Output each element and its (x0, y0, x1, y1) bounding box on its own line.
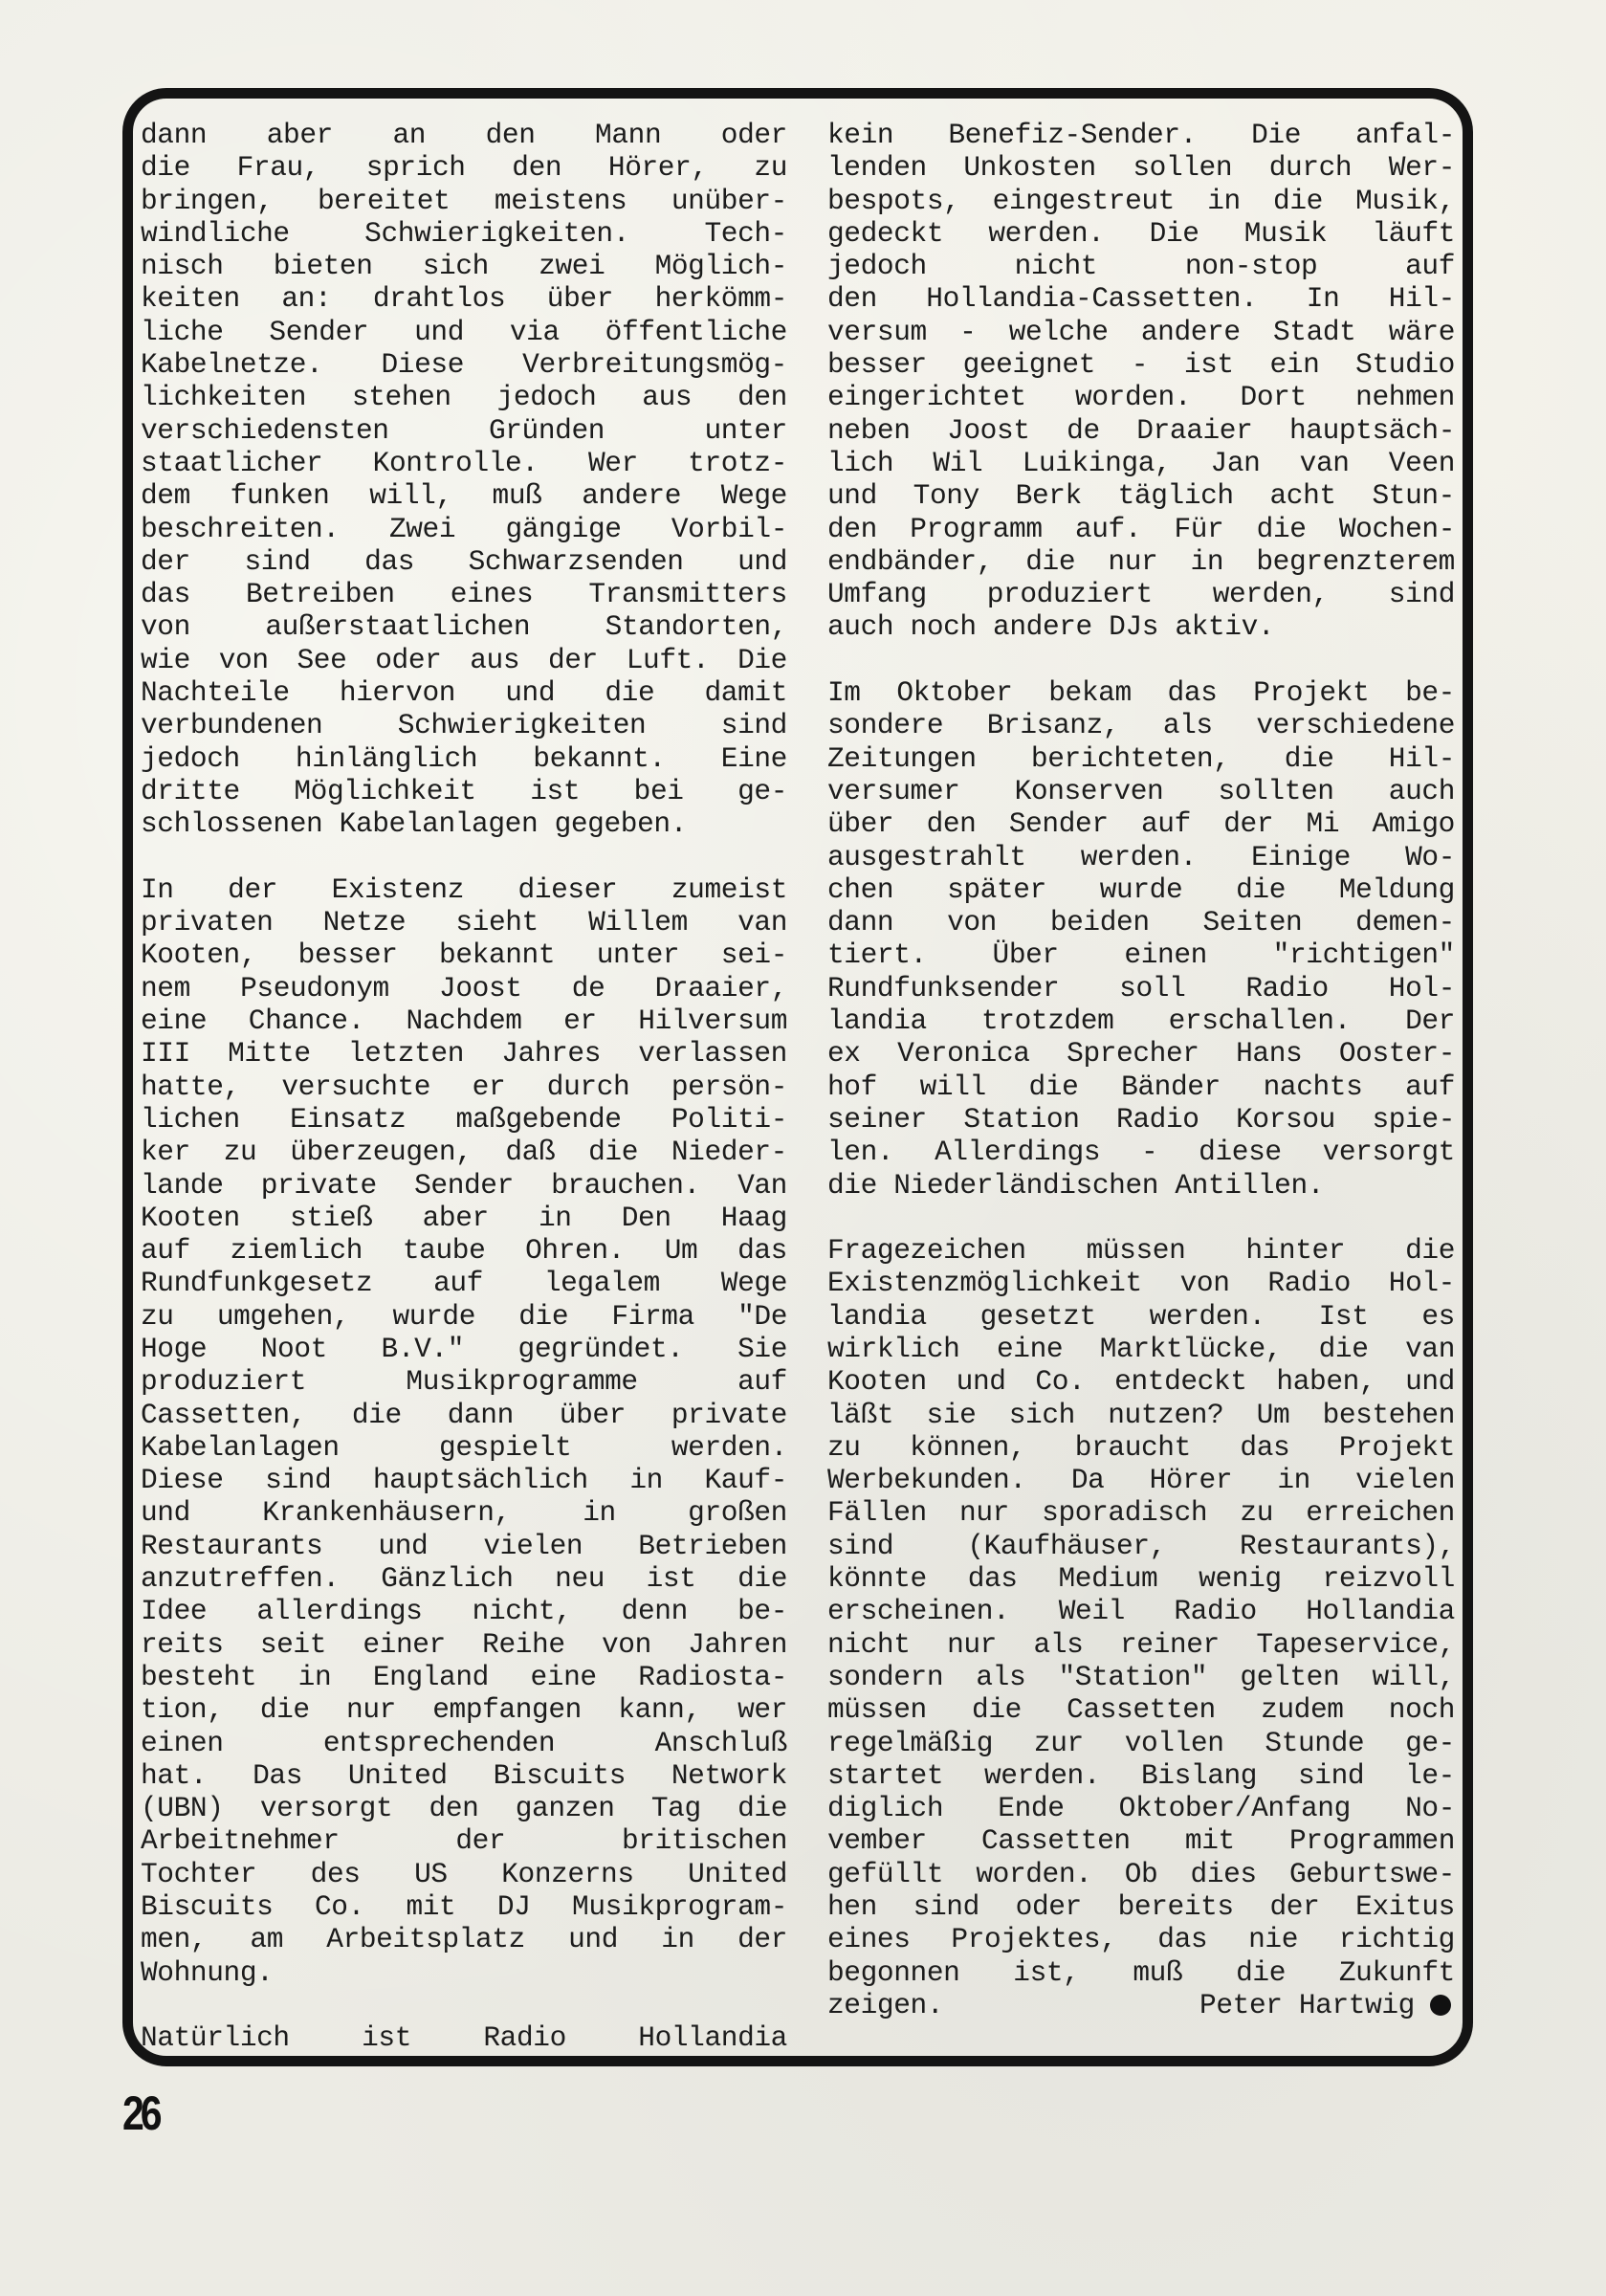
text-line: bringen, bereitet meistens unüber- (141, 184, 787, 217)
text-line: Arbeitnehmer der britischen (141, 1824, 787, 1858)
paragraph (141, 873, 787, 1989)
text-line: könnte das Medium wenig reizvoll (827, 1562, 1455, 1596)
text-line: vember Cassetten mit Programmen (827, 1824, 1455, 1858)
text-line: landia gesetzt werden. Ist es (827, 1299, 1455, 1333)
text-line: gedeckt werden. Die Musik läuft (827, 216, 1455, 250)
paragraph (141, 2021, 787, 2054)
text-line: Biscuits Co. mit DJ Musikprogram- (141, 1890, 787, 1924)
article-closing-line (827, 1989, 1455, 2021)
text-line: bespots, eingestreut in die Musik, (827, 184, 1455, 217)
text-line: seiner Station Radio Korsou spie- (827, 1102, 1455, 1136)
text-line: versum - welche andere Stadt wäre (827, 315, 1455, 348)
text-line: Diese sind hauptsächlich in Kauf- (141, 1464, 787, 1497)
text-line: Wohnung. (141, 1955, 274, 1989)
text-line: Umfang produziert werden, sind (827, 578, 1455, 611)
text-line: dann von beiden Seiten demen- (827, 906, 1455, 939)
text-line: über den Sender auf der Mi Amigo (827, 807, 1455, 841)
text-line: und Tony Berk täglich acht Stun- (827, 479, 1455, 513)
text-line: Existenzmöglichkeit von Radio Hol- (827, 1267, 1455, 1300)
text-line: (UBN) versorgt den ganzen Tag die (141, 1792, 787, 1825)
text-line: landia trotzdem erschallen. Der (827, 1004, 1455, 1038)
text-line: besteht in England eine Radiosta- (141, 1660, 787, 1693)
text-line: einen entsprechenden Anschluß (141, 1726, 787, 1759)
text-line: keiten an: drahtlos über herkömm- (141, 282, 787, 316)
text-line: hof will die Bänder nachts auf (827, 1070, 1455, 1103)
text-line: Hoge Noot B.V." gegründet. Sie (141, 1332, 787, 1365)
right-column (827, 119, 1455, 2021)
paragraph (827, 119, 1455, 644)
text-line: zu umgehen, wurde die Firma "De (141, 1299, 787, 1333)
text-line: Werbekunden. Da Hörer in vielen (827, 1464, 1455, 1497)
text-line: Zeitungen berichteten, die Hil- (827, 741, 1455, 775)
text-line: verbundenen Schwierigkeiten sind (141, 709, 787, 742)
text-line: und Krankenhäusern, in großen (141, 1496, 787, 1530)
text-line: lichkeiten stehen jedoch aus den (141, 381, 787, 414)
text-line: Restaurants und vielen Betrieben (141, 1529, 787, 1562)
text-line: Tochter des US Konzerns United (141, 1857, 787, 1890)
page-number: 26 (122, 2086, 159, 2140)
text-line: Im Oktober bekam das Projekt be- (827, 676, 1455, 710)
text-line: lenden Unkosten sollen durch Wer- (827, 151, 1455, 185)
text-line: ex Veronica Sprecher Hans Ooster- (827, 1037, 1455, 1071)
text-line: ker zu überzeugen, daß die Nieder- (141, 1136, 787, 1169)
text-line: Nachteile hiervon und die damit (141, 676, 787, 710)
text-line: In der Existenz dieser zumeist (141, 872, 787, 906)
text-line: Rundfunkgesetz auf legalem Wege (141, 1267, 787, 1300)
text-line: beschreiten. Zwei gängige Vorbil- (141, 512, 787, 545)
text-line: schlossenen Kabelanlagen gegeben. (141, 807, 687, 841)
text-line: III Mitte letzten Jahres verlassen (141, 1037, 787, 1071)
text-line: Fällen nur sporadisch zu erreichen (827, 1496, 1455, 1530)
author-byline: Peter Hartwig (1199, 1988, 1415, 2021)
text-line: Fragezeichen müssen hinter die (827, 1234, 1455, 1268)
text-line: neben Joost de Draaier hauptsäch- (827, 413, 1455, 447)
text-line: Kooten, besser bekannt unter sei- (141, 938, 787, 972)
text-line: wirklich eine Marktlücke, die van (827, 1332, 1455, 1365)
text-line: versumer Konserven sollten auch (827, 774, 1455, 807)
text-line: jedoch nicht non-stop auf (827, 250, 1455, 283)
text-line: lande private Sender brauchen. Van (141, 1168, 787, 1202)
text-line: nem Pseudonym Joost de Draaier, (141, 971, 787, 1004)
text-line: lichen Einsatz maßgebende Politi- (141, 1102, 787, 1136)
text-line: gefüllt worden. Ob dies Geburtswe- (827, 1857, 1455, 1890)
text-line: Idee allerdings nicht, denn be- (141, 1595, 787, 1628)
text-line: regelmäßig zur vollen Stunde ge- (827, 1726, 1455, 1759)
text-line: Cassetten, die dann über private (141, 1398, 787, 1431)
text-line: Rundfunksender soll Radio Hol- (827, 971, 1455, 1004)
closing-word: zeigen. (827, 1988, 944, 2021)
text-line: liche Sender und via öffentliche (141, 315, 787, 348)
text-line: lich Wil Luikinga, Jan van Veen (827, 446, 1455, 479)
text-line: nicht nur als reiner Tapeservice, (827, 1627, 1455, 1661)
text-line: läßt sie sich nutzen? Um bestehen (827, 1398, 1455, 1431)
text-line: wie von See oder aus der Luft. Die (141, 643, 787, 676)
text-line: eingerichtet worden. Dort nehmen (827, 381, 1455, 414)
left-column (141, 119, 787, 2055)
text-line: hen sind oder bereits der Exitus (827, 1890, 1455, 1924)
text-line: eine Chance. Nachdem er Hilversum (141, 1004, 787, 1038)
text-line: sind (Kaufhäuser, Restaurants), (827, 1529, 1455, 1562)
text-line: staatlicher Kontrolle. Wer trotz- (141, 446, 787, 479)
text-line: jedoch hinlänglich bekannt. Eine (141, 741, 787, 775)
text-line: produziert Musikprogramme auf (141, 1365, 787, 1399)
text-line: begonnen ist, muß die Zukunft (827, 1955, 1455, 1989)
text-line: chen später wurde die Meldung (827, 872, 1455, 906)
text-line: reits seit einer Reihe von Jahren (141, 1627, 787, 1661)
text-line: Natürlich ist Radio Hollandia (141, 2021, 787, 2055)
text-line: hat. Das United Biscuits Network (141, 1758, 787, 1792)
text-line: sondern als "Station" gelten will, (827, 1660, 1455, 1693)
text-line: Kooten und Co. entdeckt haben, und (827, 1365, 1455, 1399)
text-line: sondere Brisanz, als verschiedene (827, 709, 1455, 742)
text-line: endbänder, die nur in begrenzterem (827, 544, 1455, 578)
text-line: windliche Schwierigkeiten. Tech- (141, 216, 787, 250)
text-line: privaten Netze sieht Willem van (141, 906, 787, 939)
text-line: nisch bieten sich zwei Möglich- (141, 250, 787, 283)
text-line: dritte Möglichkeit ist bei ge- (141, 774, 787, 807)
text-line: die Niederländischen Antillen. (827, 1168, 1325, 1202)
text-line: der sind das Schwarzsenden und (141, 544, 787, 578)
text-line: anzutreffen. Gänzlich neu ist die (141, 1562, 787, 1596)
text-line: den Programm auf. Für die Wochen- (827, 512, 1455, 545)
text-line: dann aber an den Mann oder (141, 119, 787, 151)
text-line: erscheinen. Weil Radio Hollandia (827, 1595, 1455, 1628)
text-line: men, am Arbeitsplatz und in der (141, 1923, 787, 1956)
paragraph (827, 676, 1455, 1202)
text-line: len. Allerdings - diese versorgt (827, 1136, 1455, 1169)
text-line: eines Projektes, das nie richtig (827, 1923, 1455, 1956)
paragraph (827, 1234, 1455, 1989)
text-line: müssen die Cassetten zudem noch (827, 1693, 1455, 1727)
text-line: ausgestrahlt werden. Einige Wo- (827, 840, 1455, 873)
text-line: tion, die nur empfangen kann, wer (141, 1693, 787, 1727)
text-line: kein Benefiz-Sender. Die anfal- (827, 119, 1455, 151)
text-line: tiert. Über einen "richtigen" (827, 938, 1455, 972)
text-line: Kabelnetze. Diese Verbreitungsmög- (141, 348, 787, 382)
text-line: die Frau, sprich den Hörer, zu (141, 151, 787, 185)
text-line: verschiedensten Gründen unter (141, 413, 787, 447)
text-line: das Betreiben eines Transmitters (141, 578, 787, 611)
text-line: auf ziemlich taube Ohren. Um das (141, 1234, 787, 1268)
text-line: Kooten stieß aber in Den Haag (141, 1201, 787, 1234)
text-line: hatte, versuchte er durch persön- (141, 1070, 787, 1103)
text-line: dem funken will, muß andere Wege (141, 479, 787, 513)
text-line: zu können, braucht das Projekt (827, 1430, 1455, 1464)
text-line: von außerstaatlichen Standorten, (141, 610, 787, 644)
text-line: besser geeignet - ist ein Studio (827, 348, 1455, 382)
end-mark-filled-circle-icon (1430, 1995, 1451, 2016)
text-line: den Hollandia-Cassetten. In Hil- (827, 282, 1455, 316)
paragraph (141, 119, 787, 841)
text-line: startet werden. Bislang sind le- (827, 1758, 1455, 1792)
text-line: diglich Ende Oktober/Anfang No- (827, 1792, 1455, 1825)
text-line: Kabelanlagen gespielt werden. (141, 1430, 787, 1464)
text-line: auch noch andere DJs aktiv. (827, 610, 1275, 644)
